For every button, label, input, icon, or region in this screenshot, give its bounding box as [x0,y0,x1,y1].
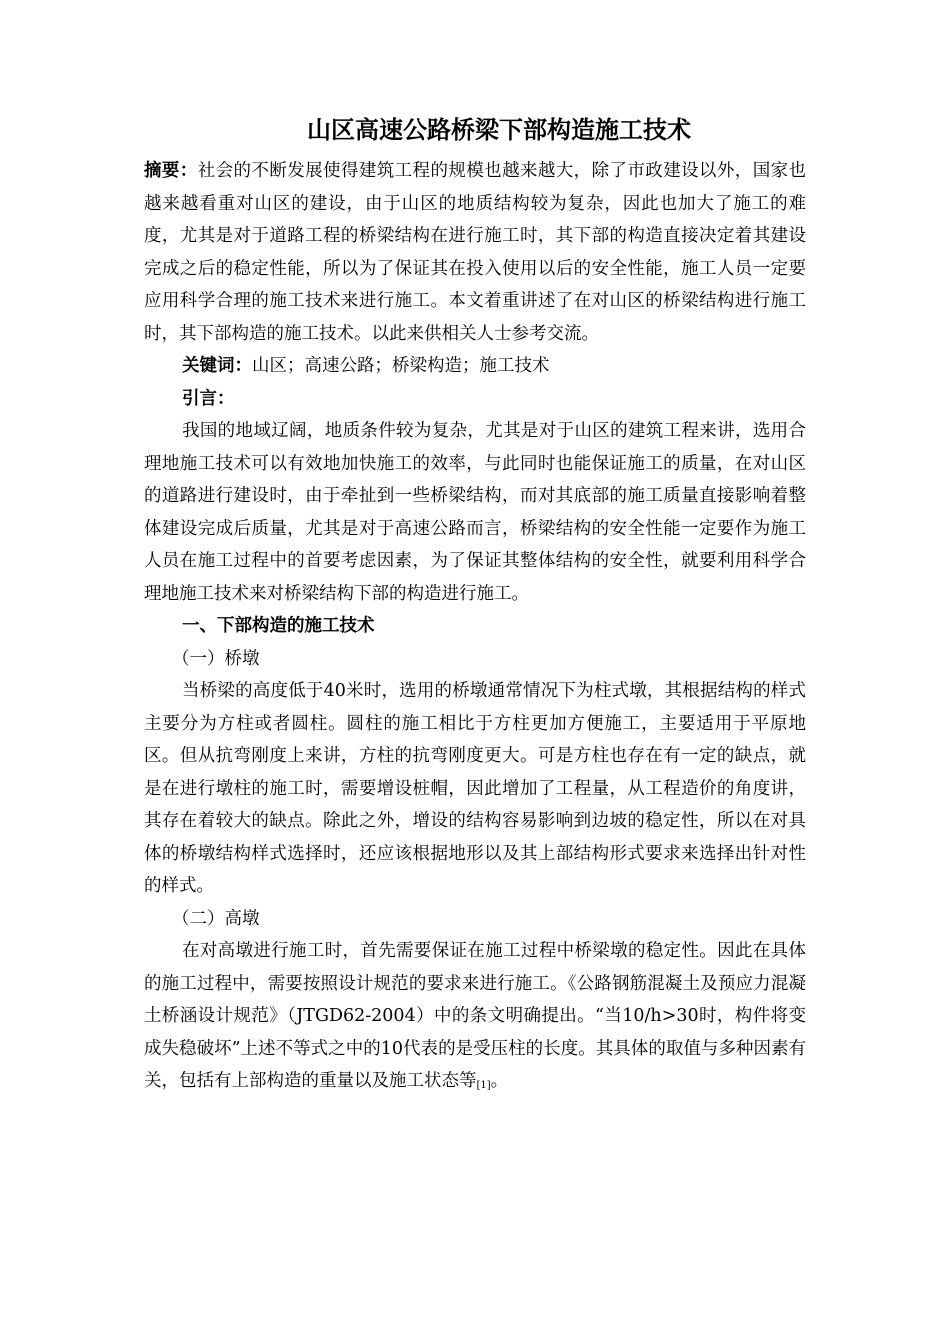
section-1-heading: 一、下部构造的施工技术 [182,616,375,636]
abstract-text: 社会的不断发展使得建筑工程的规模也越来越大，除了市政建设以外，国家也越来越看重对山区的建设，由于山区的地质结构较为复杂，因此也加大了施工的难度，尤其是对于道路工程的桥梁结构在进行施工时，其下部的构造直接决定着其建设完成之后的稳定性能，所以为了保证其在投入使用以后的安全性能，施工人员一定要应用科学合理的施工技术来进行施工。本文着重讲述了在对山区的桥梁结构进行施工时，其下部构造的施工技术。以此来供相关人士参考交流。 [144,161,807,344]
keywords-label: 关键词： [182,356,252,376]
abstract-paragraph [144,155,806,350]
subsection-2-tail: 。 [490,1071,509,1091]
subsection-1-heading: （一）桥墩 [172,648,260,669]
citation-marker[interactable]: [1] [476,1080,491,1091]
intro-paragraph: 我国的地域辽阔，地质条件较为复杂，尤其是对于山区的建筑工程来讲，选用合理地施工技术可以有效地加快施工的效率，与此同时也能保证施工的质量，在对山区的道路进行建设时，由于牵扯到一些桥梁结构，而对其底部的施工质量直接影响着整体建设完成后质量，尤其是对于高速公路而言，桥梁结构的安全性能一定要作为施工人员在施工过程中的首要考虑因素，为了保证其整体结构的安全性，就要利用科学合理地施工技术来对桥梁结构下部的构造进行施工。 [144,421,806,604]
keywords-paragraph [144,350,806,383]
subsection-1-paragraph: 当桥梁的高度低于40米时，选用的桥墩通常情况下为柱式墩，其根据结构的样式主要分为方柱或者圆柱。圆柱的施工相比于方柱更加方便施工，主要适用于平原地区。但从抗弯刚度上来讲，方柱的抗弯刚度更大。可是方柱也存在有一定的缺点，就是在进行墩柱的施工时，需要增设桩帽，因此增加了工程量，从工程造价的角度讲，其存在着较大的缺点。除此之外，增设的结构容易影响到边坡的稳定性，所以在对具体的桥墩结构样式选择时，还应该根据地形以及其上部结构形式要求来选择出针对性的样式。 [144,681,806,896]
subsection-2-paragraph [144,935,806,1098]
subsection-2-text: 在对高墩进行施工时，首先需要保证在施工过程中桥梁墩的稳定性。因此在具体的施工过程中，需要按照设计规范的要求来进行施工。《公路钢筋混凝土及预应力混凝土桥涵设计规范》（JTGD62-2004）中的条文明确提出。“当10/h>30时，构件将变成失稳破坏”上述不等式之中的10代表的是受压柱的长度。其具体的取值与多种因素有关，包括有上部构造的重量以及施工状态等 [144,941,806,1091]
abstract-label: 摘要： [144,161,198,181]
intro-heading: 引言： [182,388,235,409]
paper-title: 山区高速公路桥梁下部构造施工技术 [307,116,691,144]
subsection-2-heading: （二）高墩 [172,908,260,929]
keywords-text: 山区；高速公路；桥梁构造；施工技术 [252,356,550,376]
paper-body [144,155,806,1098]
